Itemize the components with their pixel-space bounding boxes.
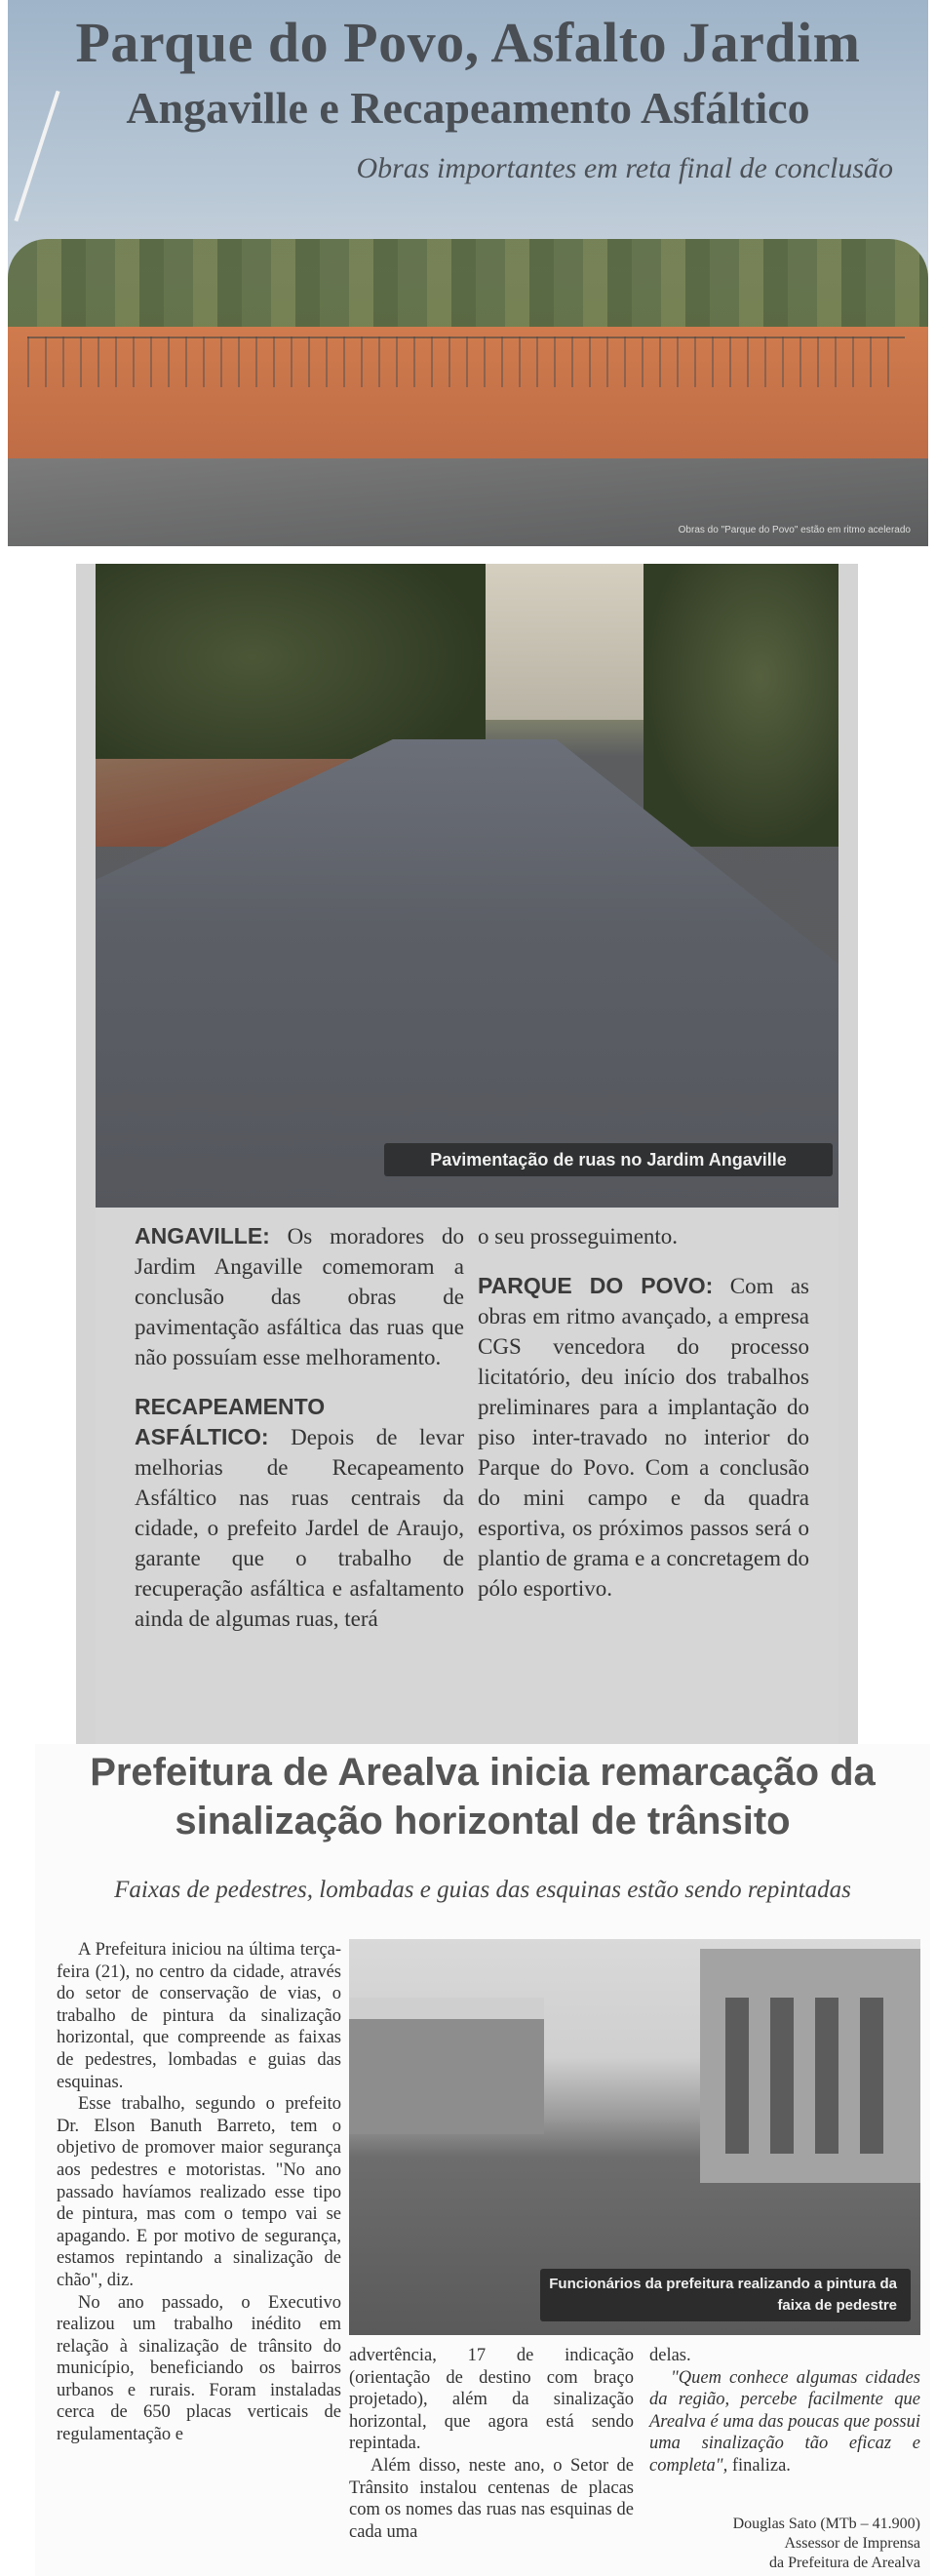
photo-right-trees [644,564,838,847]
paragraph-text: o seu prosseguimento. [478,1224,679,1248]
paragraph-text: Com as obras em ritmo avançado, a empresa CGS vencedora do processo licitatório, deu início dos trabalhos preliminares para a implantação do piso inter-travado no interior do Parque do Povo. Com a conclusão do mini campo e da quadra esportiva, os próximos passos será o plantio de grama e a concretagem do pólo esportivo. [478,1274,809,1601]
photo-treeline [8,239,928,327]
byline-org: da Prefeitura de Arealva [768,2555,920,2571]
article-body [96,1208,838,1744]
photo-caption: Funcionários da prefeitura realizando a pintura da faixa de pedestre [540,2269,911,2321]
quote-paragraph [649,2367,920,2477]
photo-caption: Pavimentação de ruas no Jardim Angaville [384,1143,833,1176]
text-column-1 [57,1939,341,2446]
byline [638,2515,920,2573]
text-column-3 [649,2345,920,2477]
paragraph-recapeamento [135,1392,464,1634]
paragraph-text: Depois de levar melhorias de Recapeamento Asfáltico nas ruas centrais da cidade, o prefeito Jardel de Araujo, garante que o trabalho de recuperação asfáltica e asfaltamento ainda de algumas ruas, terá [135,1425,464,1631]
paragraph-angaville [135,1221,464,1372]
headline-subtitle: Obras importantes em reta final de conclusão [356,152,893,184]
paragraph-text: Os moradores do Jardim Angaville comemoram a conclusão das obras de pavimentação asfáltica das ruas que não possuíam esse melhoramento. [135,1224,464,1369]
keyword: RECAPEAMENTO ASFÁLTICO: [135,1394,326,1449]
quote: "Quem conhece algumas cidades da região, percebe facilmente que Arealva é uma das poucas que possui uma sinalização tão eficaz e completa", [649,2367,920,2476]
byline-name: Douglas Sato (MTb – 41.900) [732,2516,920,2532]
text-column-2 [349,2345,634,2543]
keyword: ANGAVILLE: [135,1223,270,1248]
headline-line-1: Parque do Povo, Asfalto Jardim [75,11,861,74]
paragraph-parque-do-povo [478,1271,809,1604]
byline-role: Assessor de Imprensa [784,2535,920,2552]
paragraph: Esse trabalho, segundo o prefeito Dr. Elson Banuth Barreto, tem o objetivo de promover maior segurança aos pedestres e motoristas. "No ano passado havíamos realizado esse tipo de pintura, mas com o tempo vai se apagando. E por motivo de segurança, estamos repintando a sinalização de chão", diz. [57,2094,341,2290]
paragraph: delas. [649,2346,691,2365]
text-column-2 [478,1221,809,1623]
photo-building-left-band [349,1998,544,2019]
text-column-1 [135,1221,464,1653]
photo-fence [27,337,905,387]
clipping-sinalizacao [35,1744,930,2576]
clipping-parque-do-povo [8,0,928,546]
street-photo [349,1939,920,2335]
paragraph: A Prefeitura iniciou na última terça-feira (21), no centro da cidade, através do setor de conservação de vias, o trabalho de pintura da sinalização horizontal, que compreende as faixas de pedestres, lombadas e guias das esquinas. [57,1940,341,2092]
paragraph: advertência, 17 de indicação (orientação de destino com braço projetado), além da sinalização horizontal, que agora está sendo repintada. [349,2346,634,2454]
paragraph: No ano passado, o Executivo realizou um trabalho inédito em relação à sinalização de trânsito do município, beneficiando os bairros urbanos e rurais. Foram instaladas cerca de 650 placas verticais de regulamentação e [57,2292,341,2445]
photo-caption: Obras do "Parque do Povo" estão em ritmo acelerado [678,525,911,535]
quote-tail: finaliza. [727,2455,791,2476]
headline: Prefeitura de Arealva inicia remarcação da sinalização horizontal de trânsito [90,1751,876,1843]
headline-subtitle: Faixas de pedestres, lombadas e guias das esquinas estão sendo repintadas [114,1877,851,1903]
clipping-angaville [76,564,858,1744]
headline-line-2: Angaville e Recapeamento Asfáltico [126,83,810,133]
photo-building-windows [725,1998,901,2154]
keyword: PARQUE DO POVO: [478,1273,714,1298]
paragraph: Além disso, neste ano, o Setor de Trânsito instalou centenas de placas com os nomes das ruas nas esquinas de cada uma [349,2455,634,2542]
paragraph-continuation [478,1221,809,1251]
road-photo [96,564,838,1208]
